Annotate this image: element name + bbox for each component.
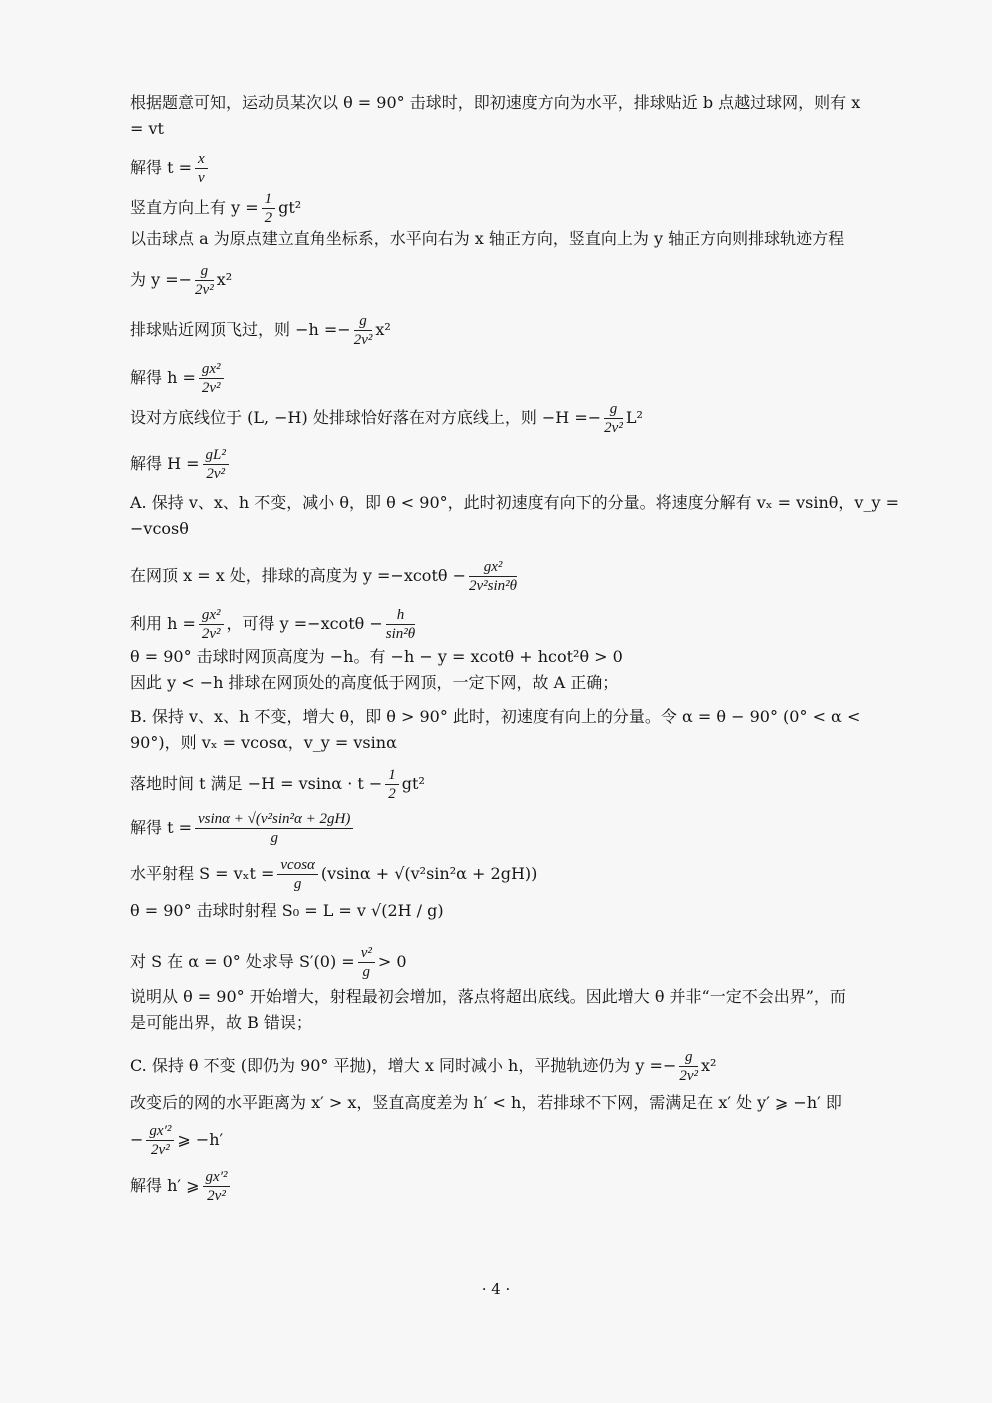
- numerator: gx²: [199, 360, 224, 379]
- line-text: 根据题意可知，运动员某次以 θ = 90° 击球时，即初速度方向为水平，排球贴近 b 点越过球网，则有 x: [130, 93, 861, 112]
- line-tail: > 0: [377, 952, 407, 971]
- denominator: 2: [264, 210, 273, 226]
- denominator: 2v²sin²θ: [469, 578, 518, 594]
- denominator: 2v²: [201, 626, 221, 642]
- fraction: [679, 1048, 698, 1085]
- line-text: 90°)，则 vₓ = vcosα，v_y = vsinα: [130, 733, 397, 752]
- text-line: [130, 944, 407, 981]
- fraction: [199, 606, 224, 643]
- text-line: [130, 400, 643, 437]
- line-text: 解得 H =: [130, 454, 200, 473]
- text-line: [130, 360, 227, 397]
- line-tail: x²: [701, 1056, 717, 1075]
- denominator: sin²θ: [385, 626, 416, 642]
- line-text: B. 保持 v、x、h 不变，增大 θ，即 θ > 90° 此时，初速度有向上的分量。令 α = θ − 90° (0° < α <: [130, 707, 861, 726]
- text-line: [130, 558, 520, 595]
- text-line: [130, 900, 444, 922]
- line-text: 解得 h′ ⩾: [130, 1176, 200, 1195]
- denominator: 2v²: [151, 1142, 170, 1158]
- text-line: [130, 606, 418, 643]
- text-line: [130, 810, 356, 847]
- line-text: 在网顶 x = x 处，排球的高度为 y =−xcotθ −: [130, 566, 466, 585]
- line-text: 解得 t =: [130, 818, 193, 837]
- fraction: [195, 150, 208, 187]
- line-tail: x²: [375, 320, 391, 339]
- text-line: [130, 1168, 233, 1205]
- page-number: · 4 ·: [481, 1280, 511, 1298]
- line-text: A. 保持 v、x、h 不变，减小 θ，即 θ < 90°，此时初速度有向下的分量。将速度分解有 vₓ = vsinθ，v_y =: [130, 493, 900, 512]
- fraction: [386, 606, 415, 643]
- line-tail: (vsinα + √(v²sin²α + 2gH)): [320, 864, 538, 883]
- line-text: 排球贴近网顶飞过，则 −h =−: [130, 320, 351, 339]
- denominator: 2v²: [604, 420, 623, 436]
- denominator: 2v²: [201, 380, 221, 396]
- numerator: vcosα: [277, 856, 318, 875]
- line-tail: ，可得 y =−xcotθ −: [226, 614, 383, 633]
- line-tail: L²: [625, 408, 643, 427]
- fraction: [203, 446, 229, 483]
- line-text: C. 保持 θ 不变 (即仍为 90° 平抛)，增大 x 同时减小 h，平抛轨迹仍为 y =−: [130, 1056, 677, 1075]
- text-line: [130, 312, 391, 349]
- denominator: 2v²: [195, 282, 214, 298]
- text-line: [130, 856, 537, 893]
- numerator: g: [195, 262, 214, 281]
- numerator: gx²: [199, 606, 224, 625]
- denominator: 2v²: [679, 1068, 699, 1084]
- line-text: 解得 h =: [130, 368, 196, 387]
- line-text: 改变后的网的水平距离为 x′ > x，竖直高度差为 h′ < h，若排球不下网，需满足在 x′ 处 y′ ⩾ −h′ 即: [130, 1093, 842, 1112]
- numerator: gx′²: [203, 1168, 231, 1187]
- line-tail: ⩾ −h′: [177, 1130, 224, 1149]
- numerator: gx²: [469, 558, 517, 577]
- denominator: g: [362, 964, 371, 980]
- fraction: [469, 558, 517, 595]
- fraction: [354, 312, 373, 349]
- text-line: [130, 766, 425, 803]
- fraction: [262, 190, 276, 227]
- text-line: [130, 986, 846, 1008]
- numerator: gL²: [203, 446, 229, 465]
- line-text: θ = 90° 击球时网顶高度为 −h。有 −h − y = xcotθ + hcot²θ > 0: [130, 647, 623, 666]
- denominator: g: [293, 876, 302, 892]
- fraction: [358, 944, 375, 981]
- text-line: [130, 1122, 223, 1159]
- line-text: 利用 h =: [130, 614, 196, 633]
- denominator: v: [198, 170, 205, 186]
- fraction: [604, 400, 623, 437]
- numerator: v²: [358, 944, 375, 963]
- text-line: [130, 492, 899, 514]
- line-tail: x²: [216, 270, 233, 289]
- line-tail: gt²: [278, 198, 302, 217]
- fraction: [203, 1168, 231, 1205]
- line-text: 设对方底线位于 (L, −H) 处排球恰好落在对方底线上，则 −H =−: [130, 408, 602, 427]
- denominator: 2v²: [207, 1188, 226, 1204]
- numerator: g: [354, 312, 373, 331]
- text-line: [130, 190, 301, 227]
- text-line: [130, 1012, 312, 1034]
- line-tail: gt²: [401, 774, 425, 793]
- line-text: 说明从 θ = 90° 开始增大，射程最初会增加，落点将超出底线。因此增大 θ 并非“一定不会出界”，而: [130, 987, 846, 1006]
- line-text: 因此 y < −h 排球在网顶处的高度低于网顶，一定下网，故 A 正确；: [130, 673, 619, 692]
- fraction: [195, 262, 214, 299]
- line-text: 落地时间 t 满足 −H = vsinα · t −: [130, 774, 383, 793]
- fraction: [195, 810, 353, 847]
- denominator: 2v²: [353, 332, 373, 348]
- line-text: 是可能出界，故 B 错误；: [130, 1013, 312, 1032]
- fraction: [146, 1122, 174, 1159]
- line-text: 为 y =−: [130, 270, 193, 289]
- line-text: 对 S 在 α = 0° 处求导 S′(0) =: [130, 952, 355, 971]
- numerator: 1: [262, 190, 276, 209]
- line-text: −vcosθ: [130, 519, 189, 538]
- numerator: vsinα + √(v²sin²α + 2gH): [195, 810, 353, 829]
- fraction: [199, 360, 224, 397]
- numerator: h: [386, 606, 415, 625]
- numerator: g: [679, 1048, 698, 1067]
- numerator: x: [195, 150, 208, 169]
- text-line: [130, 446, 232, 483]
- numerator: 1: [385, 766, 399, 785]
- text-line: [130, 1048, 716, 1085]
- text-line: [130, 732, 397, 754]
- text-line: [130, 646, 623, 668]
- fraction: [385, 766, 399, 803]
- text-line: [130, 672, 618, 694]
- line-text: θ = 90° 击球时射程 S₀ = L = v √(2H / g): [130, 901, 444, 920]
- line-text: 解得 t =: [130, 158, 193, 177]
- text-line: [130, 262, 232, 299]
- numerator: g: [604, 400, 623, 419]
- text-line: [130, 118, 164, 140]
- denominator: 2v²: [206, 466, 226, 482]
- text-line: [130, 518, 189, 540]
- fraction: [277, 856, 318, 893]
- numerator: gx′²: [146, 1122, 174, 1141]
- denominator: g: [270, 830, 278, 846]
- text-line: [130, 92, 860, 114]
- line-text: 竖直方向上有 y =: [130, 198, 259, 217]
- text-line: [130, 1092, 842, 1114]
- line-text: 水平射程 S = vₓt =: [130, 864, 275, 883]
- line-text: = vt: [130, 119, 164, 138]
- line-text: 以击球点 a 为原点建立直角坐标系，水平向右为 x 轴正方向，竖直向上为 y 轴正方向则排球轨迹方程: [130, 229, 845, 248]
- denominator: 2: [388, 786, 396, 802]
- text-line: [130, 706, 860, 728]
- text-line: [130, 228, 844, 250]
- text-line: [130, 150, 211, 187]
- line-text: −: [130, 1130, 144, 1149]
